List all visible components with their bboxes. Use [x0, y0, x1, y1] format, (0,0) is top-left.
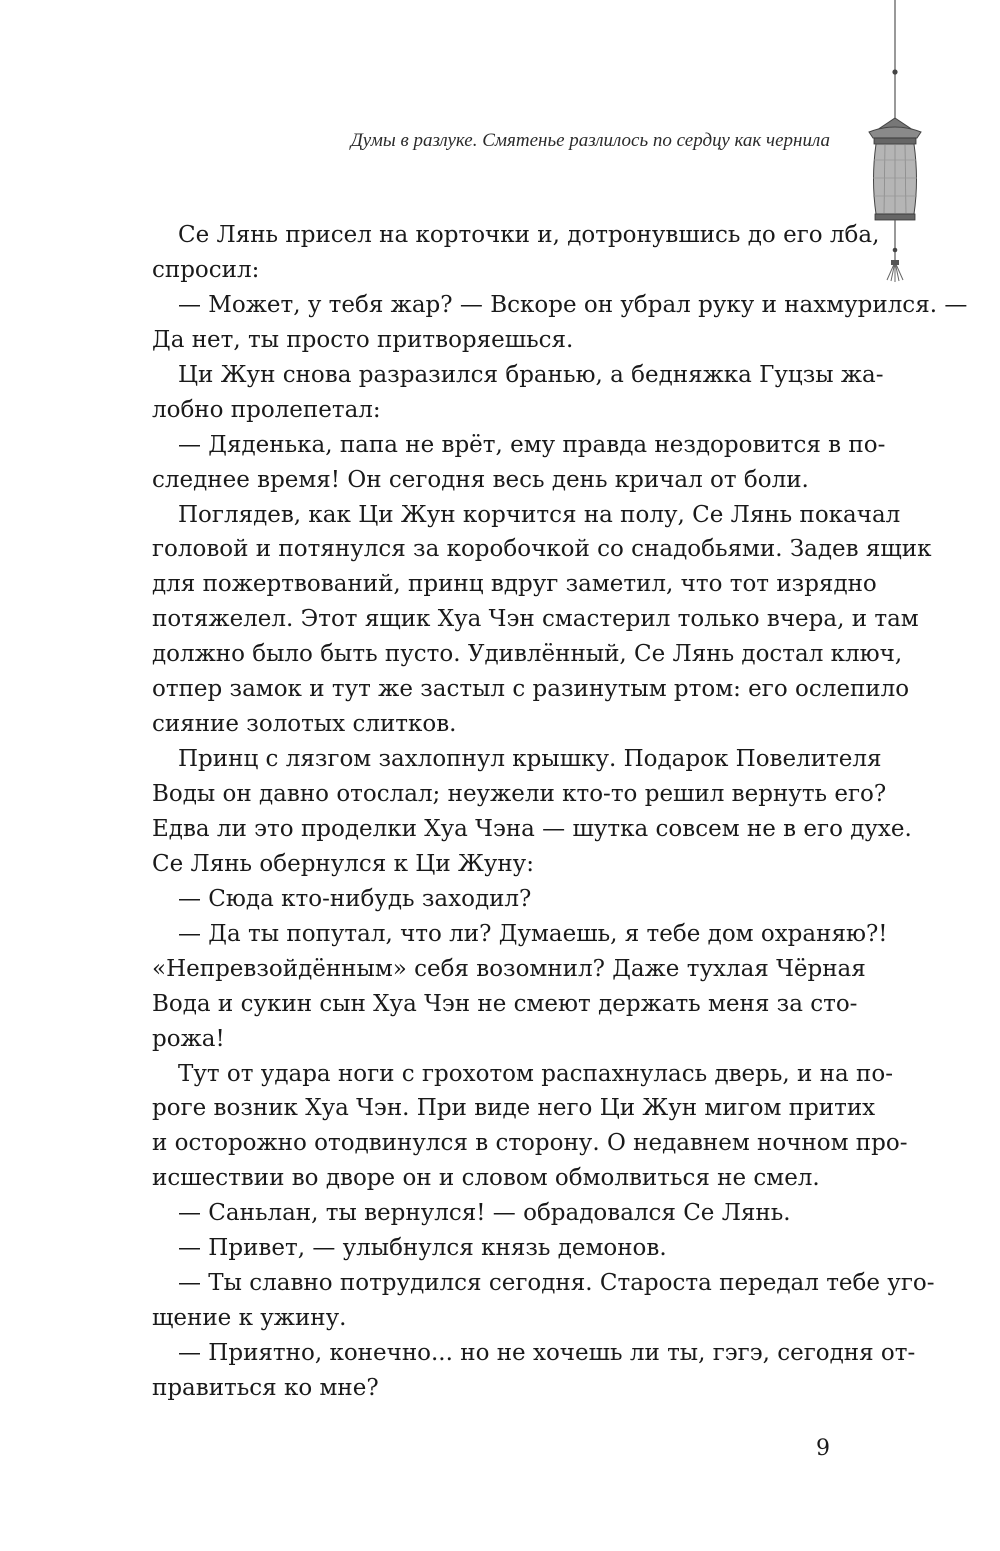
text-line: Се Лянь обернулся к Ци Жуну: [152, 850, 534, 877]
text-line: рожа! [152, 1025, 225, 1052]
text-line: — Дяденька, папа не врёт, ему правда нездоровится в по- [178, 431, 886, 458]
text-line: отпер замок и тут же застыл с разинутым ртом: его ослепило [152, 676, 910, 703]
text-line: — Саньлан, ты вернулся! — обрадовался Се Лянь. [178, 1200, 791, 1227]
page-number: 9 [816, 1436, 830, 1461]
body-text [152, 218, 968, 1406]
text-line: лобно пролепетал: [152, 396, 381, 423]
text-line: — Сюда кто-нибудь заходил? [178, 885, 532, 912]
text-line: должно было быть пусто. Удивлённый, Се Лянь достал ключ, [152, 641, 903, 668]
text-line: правиться ко мне? [152, 1374, 379, 1401]
text-line: потяжелел. Этот ящик Хуа Чэн смастерил только вчера, и там [152, 606, 919, 633]
text-line: головой и потянулся за коробочкой со снадобьями. Задев ящик [152, 536, 932, 563]
text-line: Принц с лязгом захлопнул крышку. Подарок Повелителя [178, 746, 882, 773]
text-line: Вода и сукин сын Хуа Чэн не смеют держать меня за сто- [152, 990, 858, 1017]
text-line: — Приятно, конечно... но не хочешь ли ты, гэгэ, сегодня от- [178, 1340, 916, 1366]
text-line: — Ты славно потрудился сегодня. Староста передал тебе уго- [178, 1270, 935, 1297]
text-line: для пожертвований, принц вдруг заметил, что тот изрядно [152, 571, 877, 598]
text-line: Се Лянь присел на корточки и, дотронувшись до его лба, [178, 222, 880, 248]
text-line: Тут от удара ноги с грохотом распахнулась дверь, и на по- [178, 1060, 893, 1087]
text-line: спросил: [152, 256, 260, 283]
text-line: роге возник Хуа Чэн. При виде него Ци Жун мигом притих [152, 1095, 876, 1122]
text-line: — Да ты попутал, что ли? Думаешь, я тебе дом охраняю?! [178, 920, 888, 947]
text-line: — Привет, — улыбнулся князь демонов. [178, 1235, 667, 1262]
text-line: Воды он давно отослал; неужели кто-то решил вернуть его? [152, 781, 887, 807]
text-line: сияние золотых слитков. [152, 711, 457, 738]
text-line: щение к ужину. [152, 1305, 347, 1332]
text-line: — Может, у тебя жар? — Вскоре он убрал руку и нахмурился. — [178, 291, 968, 318]
running-head: Думы в разлуке. Смятенье разлилось по сердцу как чернила [350, 130, 830, 151]
text-line: исшествии во дворе он и словом обмолвиться не смел. [152, 1165, 820, 1192]
text-line: Ци Жун снова разразился бранью, а бедняжка Гуцзы жа- [178, 361, 884, 388]
text-line: следнее время! Он сегодня весь день кричал от боли. [152, 466, 809, 493]
text-line: «Непревзойдённым» себя возомнил? Даже тухлая Чёрная [152, 955, 866, 982]
text-line: Да нет, ты просто притворяешься. [152, 326, 574, 353]
text-line: Едва ли это проделки Хуа Чэна — шутка совсем не в его духе. [152, 815, 912, 842]
text-line: Поглядев, как Ци Жун корчится на полу, Се Лянь покачал [178, 501, 901, 528]
text-line: и осторожно отодвинулся в сторону. О недавнем ночном про- [152, 1130, 908, 1157]
